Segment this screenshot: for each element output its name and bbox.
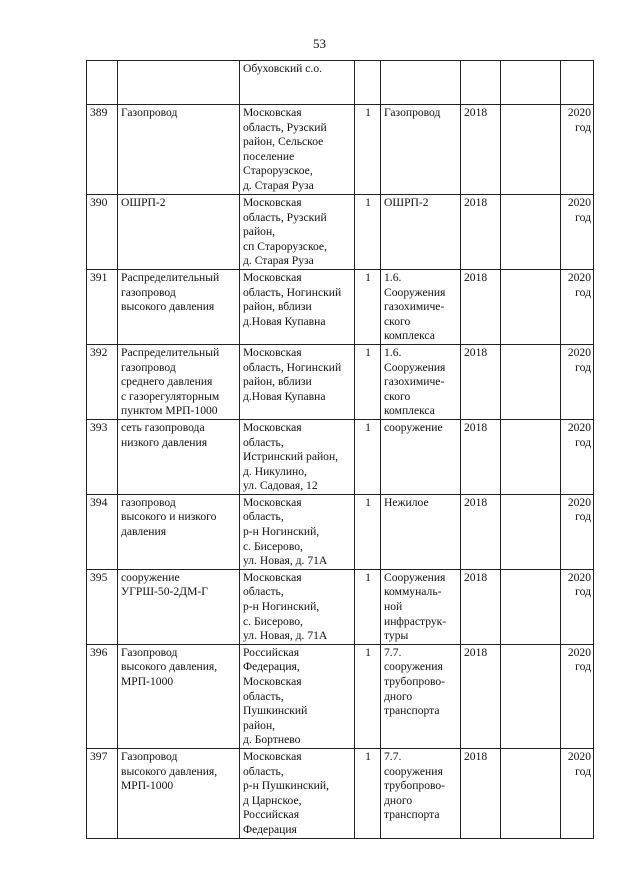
page-number: 53 [313, 36, 326, 51]
table-row [87, 269, 594, 344]
cell-object-name: Распределительный газопровод высокого давления [118, 269, 240, 344]
cell-due-year: 2020 год [561, 569, 594, 644]
cell-blank [501, 269, 561, 344]
cell-year [461, 61, 501, 105]
cell-object-name: Газопровод [118, 105, 240, 195]
cell-year: 2018 [461, 269, 501, 344]
cell-blank [501, 61, 561, 105]
cell-number: 397 [87, 748, 118, 838]
cell-object-name: Газопровод высокого давления, МРП-1000 [118, 644, 240, 748]
cell-object-name: сеть газопровода низкого давления [118, 419, 240, 494]
cell-due-year: 2020 год [561, 419, 594, 494]
cell-purpose: 1.6. Сооружения газохимиче- ского комплекса [381, 344, 461, 419]
cell-year: 2018 [461, 748, 501, 838]
cell-purpose [381, 61, 461, 105]
cell-quantity: 1 [355, 494, 381, 569]
cell-quantity: 1 [355, 644, 381, 748]
cell-address: Московская область, р-н Пушкинский, д Царнское, Российская Федерация [240, 748, 355, 838]
cell-year: 2018 [461, 344, 501, 419]
table-row [87, 61, 594, 105]
cell-number: 394 [87, 494, 118, 569]
cell-due-year [561, 61, 594, 105]
cell-purpose: сооружение [381, 419, 461, 494]
cell-address: Обуховский с.о. [240, 61, 355, 105]
cell-quantity: 1 [355, 105, 381, 195]
cell-due-year: 2020 год [561, 494, 594, 569]
cell-blank [501, 419, 561, 494]
cell-year: 2018 [461, 644, 501, 748]
cell-number [87, 61, 118, 105]
cell-blank [501, 105, 561, 195]
cell-quantity: 1 [355, 195, 381, 270]
table-row [87, 419, 594, 494]
cell-purpose: 7.7. сооружения трубопрово- дного транспорта [381, 644, 461, 748]
cell-address: Московская область, Истринский район, д. Никулино, ул. Садовая, 12 [240, 419, 355, 494]
cell-due-year: 2020 год [561, 105, 594, 195]
cell-object-name: ОШРП-2 [118, 195, 240, 270]
table-row [87, 748, 594, 838]
cell-quantity [355, 61, 381, 105]
cell-number: 395 [87, 569, 118, 644]
cell-address: Московская область, р-н Ногинский, с. Бисерово, ул. Новая, д. 71А [240, 494, 355, 569]
cell-object-name [118, 61, 240, 105]
cell-object-name: газопровод высокого и низкого давления [118, 494, 240, 569]
cell-number: 391 [87, 269, 118, 344]
registry-table [86, 60, 594, 839]
cell-quantity: 1 [355, 748, 381, 838]
cell-due-year: 2020 год [561, 344, 594, 419]
cell-number: 392 [87, 344, 118, 419]
cell-purpose: 7.7. сооружения трубопрово- дного транспорта [381, 748, 461, 838]
cell-address: Московская область, Рузский район, Сельское поселение Старорузское, д. Старая Руза [240, 105, 355, 195]
cell-quantity: 1 [355, 569, 381, 644]
cell-due-year: 2020 год [561, 195, 594, 270]
table-row [87, 344, 594, 419]
cell-purpose: Газопровод [381, 105, 461, 195]
cell-blank [501, 644, 561, 748]
cell-purpose: ОШРП-2 [381, 195, 461, 270]
cell-number: 393 [87, 419, 118, 494]
cell-purpose: Сооружения коммуналь- ной инфраструк- туры [381, 569, 461, 644]
table-row [87, 644, 594, 748]
cell-blank [501, 569, 561, 644]
cell-blank [501, 494, 561, 569]
cell-object-name: Газопровод высокого давления, МРП-1000 [118, 748, 240, 838]
cell-address: Российская Федерация, Московская область, Пушкинский район, д. Бортнево [240, 644, 355, 748]
table-row [87, 195, 594, 270]
cell-address: Московская область, Ногинский район, вблизи д.Новая Купавна [240, 344, 355, 419]
cell-blank [501, 195, 561, 270]
cell-purpose: Нежилое [381, 494, 461, 569]
registry-table-body [87, 61, 594, 839]
cell-purpose: 1.6. Сооружения газохимиче- ского комплекса [381, 269, 461, 344]
cell-year: 2018 [461, 419, 501, 494]
cell-due-year: 2020 год [561, 269, 594, 344]
cell-number: 389 [87, 105, 118, 195]
cell-address: Московская область, Рузский район, сп Старорузское, д. Старая Руза [240, 195, 355, 270]
cell-blank [501, 748, 561, 838]
cell-due-year: 2020 год [561, 748, 594, 838]
cell-year: 2018 [461, 569, 501, 644]
cell-number: 390 [87, 195, 118, 270]
cell-blank [501, 344, 561, 419]
cell-object-name: сооружение УГРШ-50-2ДМ-Г [118, 569, 240, 644]
cell-due-year: 2020 год [561, 644, 594, 748]
cell-address: Московская область, р-н Ногинский, с. Бисерово, ул. Новая, д. 71А [240, 569, 355, 644]
cell-year: 2018 [461, 494, 501, 569]
cell-quantity: 1 [355, 269, 381, 344]
cell-year: 2018 [461, 105, 501, 195]
cell-year: 2018 [461, 195, 501, 270]
cell-quantity: 1 [355, 419, 381, 494]
table-row [87, 494, 594, 569]
table-row [87, 105, 594, 195]
cell-object-name: Распределительный газопровод среднего давления с газорегуляторным пунктом МРП-1000 [118, 344, 240, 419]
cell-address: Московская область, Ногинский район, вблизи д.Новая Купавна [240, 269, 355, 344]
cell-quantity: 1 [355, 344, 381, 419]
table-row [87, 569, 594, 644]
cell-number: 396 [87, 644, 118, 748]
